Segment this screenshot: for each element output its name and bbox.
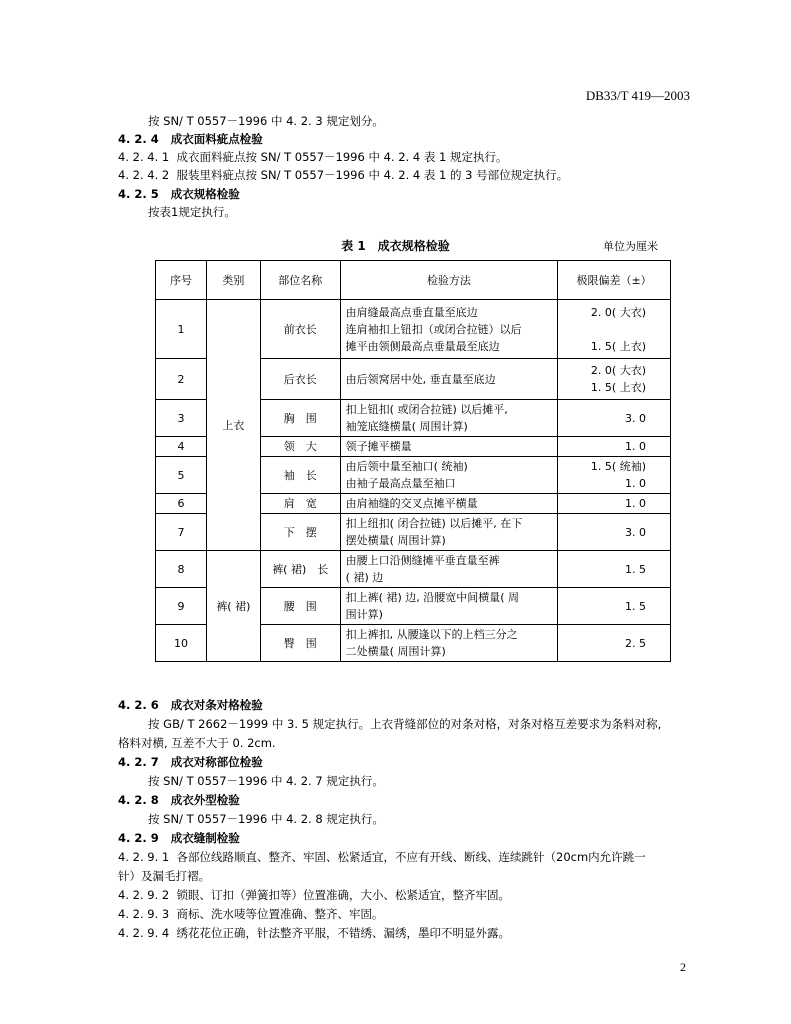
paragraph: 按 SN/ T 0557－1996 中 4. 2. 3 规定划分。 bbox=[148, 114, 384, 128]
table-caption: 表 1 成衣规格检验 bbox=[341, 239, 450, 253]
section-number: 4. 2. 9 bbox=[118, 831, 159, 845]
document-code: DB33/T 419—2003 bbox=[585, 88, 690, 103]
cell-no: 7 bbox=[156, 514, 207, 551]
cell-no: 6 bbox=[156, 494, 207, 514]
section-title: 成衣外型检验 bbox=[170, 793, 240, 807]
method-line: ( 裙) 边 bbox=[345, 571, 384, 584]
paragraph: 按 GB/ T 2662－1999 中 3. 5 规定执行。上衣背缝部位的对条对格，对条对格互差要求为条料对称, bbox=[148, 717, 662, 731]
table-row bbox=[156, 300, 671, 359]
method-line: 袖笼底缝横量( 周围计算) bbox=[345, 420, 468, 433]
cell-method: 由后领窝居中处, 垂直量至底边 bbox=[340, 359, 557, 400]
clause-number: 4. 2. 4. 2 bbox=[118, 168, 170, 182]
method-line: 扣上裤扣, 从腰逢以下的上档三分之 bbox=[345, 628, 518, 641]
page-number: 2 bbox=[680, 960, 686, 974]
section-number: 4. 2. 4 bbox=[118, 132, 159, 146]
cell-tolerance bbox=[558, 359, 671, 400]
cell-part: 前衣长 bbox=[260, 300, 340, 359]
clause bbox=[118, 906, 384, 922]
paragraph: 格料对横, 互差不大于 0. 2cm. bbox=[118, 736, 276, 750]
cell-tolerance: 1. 5 bbox=[558, 551, 671, 588]
cell-method bbox=[340, 514, 557, 551]
clause-text: 绣花花位正确，针法整齐平服，不错绣、漏绣，墨印不明显外露。 bbox=[176, 926, 511, 940]
cell-tolerance: 3. 0 bbox=[558, 514, 671, 551]
paragraph: 按 SN/ T 0557－1996 中 4. 2. 7 规定执行。 bbox=[148, 774, 384, 788]
table-header-row bbox=[156, 261, 671, 300]
header-method: 检验方法 bbox=[340, 261, 557, 300]
tolerance-line: 1. 0 bbox=[625, 477, 646, 490]
cell-tolerance: 3. 0 bbox=[558, 400, 671, 437]
cell-part: 腰 围 bbox=[260, 588, 340, 625]
table-row bbox=[156, 551, 671, 588]
cell-no: 8 bbox=[156, 551, 207, 588]
clause-text: 锁眼、订扣（弹簧扣等）位置准确，大小、松紧适宜，整齐牢固。 bbox=[176, 888, 511, 902]
cell-tolerance bbox=[558, 300, 671, 359]
header-tolerance: 极限偏差（±） bbox=[558, 261, 671, 300]
cell-part: 领 大 bbox=[260, 437, 340, 457]
section-heading bbox=[118, 754, 263, 770]
tolerance-line: 1. 5( 统袖) bbox=[590, 460, 646, 473]
cell-no: 4 bbox=[156, 437, 207, 457]
paragraph: 按表1规定执行。 bbox=[148, 205, 236, 219]
section-number: 4. 2. 6 bbox=[118, 698, 159, 712]
method-line: 由后领中量至袖口( 统袖) bbox=[345, 460, 468, 473]
cell-part: 下 摆 bbox=[260, 514, 340, 551]
section-heading bbox=[118, 186, 240, 202]
header-part: 部位名称 bbox=[260, 261, 340, 300]
tolerance-line: 2. 0( 大衣) bbox=[590, 305, 646, 319]
method-line: 摆处横量( 周围计算) bbox=[345, 534, 446, 547]
cell-method bbox=[340, 551, 557, 588]
clause bbox=[118, 925, 510, 941]
cell-tolerance bbox=[558, 457, 671, 494]
clause-number: 4. 2. 9. 4 bbox=[118, 926, 170, 940]
section-number: 4. 2. 7 bbox=[118, 755, 159, 769]
clause-number: 4. 2. 9. 3 bbox=[118, 907, 170, 921]
tolerance-line: 1. 5( 上衣) bbox=[590, 381, 646, 394]
section-heading bbox=[118, 131, 263, 147]
section-title: 成衣对条对格检验 bbox=[170, 698, 263, 712]
header-category: 类别 bbox=[206, 261, 260, 300]
cell-tolerance: 2. 5 bbox=[558, 625, 671, 662]
cell-part: 肩 宽 bbox=[260, 494, 340, 514]
cell-method bbox=[340, 588, 557, 625]
cell-category: 上衣 bbox=[206, 300, 260, 551]
section-number: 4. 2. 5 bbox=[118, 187, 159, 201]
method-line: 扣上裤( 裙) 边, 沿腰宽中间横量( 周 bbox=[345, 591, 520, 604]
method-line: 连肩袖扣上钮扣（或闭合拉链）以后 bbox=[345, 322, 522, 336]
cell-method: 由肩袖缝的交叉点摊平横量 bbox=[340, 494, 557, 514]
cell-no: 1 bbox=[156, 300, 207, 359]
cell-no: 5 bbox=[156, 457, 207, 494]
header-no: 序号 bbox=[156, 261, 207, 300]
clause bbox=[118, 149, 507, 165]
cell-no: 10 bbox=[156, 625, 207, 662]
section-heading bbox=[118, 697, 263, 713]
method-line: 围计算) bbox=[345, 608, 383, 621]
clause-text: 商标、洗水唛等位置准确、整齐、牢固。 bbox=[176, 907, 384, 921]
cell-part: 胸 围 bbox=[260, 400, 340, 437]
clause bbox=[118, 849, 646, 865]
cell-method bbox=[340, 457, 557, 494]
spec-table bbox=[155, 260, 671, 662]
clause-text: 服装里料疵点按 SN/ T 0557－1996 中 4. 2. 4 表 1 的 3 号部位规定执行。 bbox=[176, 168, 569, 182]
method-line: 由腰上口沿侧缝摊平垂直量至裤 bbox=[345, 554, 500, 567]
method-line: 二处横量( 周围计算) bbox=[345, 645, 446, 658]
method-line: 由袖子最高点量至袖口 bbox=[345, 477, 456, 490]
method-line: 摊平由领侧最高点垂量最至底边 bbox=[345, 339, 500, 353]
method-line: 扣上钮扣( 或闭合拉链) 以后摊平, bbox=[345, 403, 508, 416]
cell-no: 3 bbox=[156, 400, 207, 437]
tolerance-line: 1. 5( 上衣) bbox=[590, 339, 646, 353]
clause-number: 4. 2. 4. 1 bbox=[118, 150, 170, 164]
clause bbox=[118, 167, 568, 183]
cell-method bbox=[340, 300, 557, 359]
section-title: 成衣对称部位检验 bbox=[170, 755, 263, 769]
cell-tolerance: 1. 0 bbox=[558, 437, 671, 457]
cell-tolerance: 1. 5 bbox=[558, 588, 671, 625]
tolerance-line: 2. 0( 大衣) bbox=[590, 364, 646, 377]
paragraph: 按 SN/ T 0557－1996 中 4. 2. 8 规定执行。 bbox=[148, 812, 384, 826]
cell-part: 袖 长 bbox=[260, 457, 340, 494]
cell-part: 臀 围 bbox=[260, 625, 340, 662]
section-heading bbox=[118, 830, 240, 846]
section-number: 4. 2. 8 bbox=[118, 793, 159, 807]
cell-part: 裤( 裙) 长 bbox=[260, 551, 340, 588]
table-unit: 单位为厘米 bbox=[603, 240, 658, 253]
section-title: 成衣规格检验 bbox=[170, 187, 240, 201]
clause-text: 各部位线路顺直、整齐、牢固、松紧适宜，不应有开线、断线、连续跳针（20cm内允许跳一 bbox=[176, 850, 646, 864]
section-title: 成衣面料疵点检验 bbox=[170, 132, 263, 146]
cell-category: 裤( 裙) bbox=[206, 551, 260, 662]
clause bbox=[118, 887, 510, 903]
method-line: 扣上纽扣( 闭合拉链) 以后摊平, 在下 bbox=[345, 517, 523, 530]
section-heading bbox=[118, 792, 240, 808]
cell-tolerance: 1. 0 bbox=[558, 494, 671, 514]
cell-no: 9 bbox=[156, 588, 207, 625]
cell-part: 后衣长 bbox=[260, 359, 340, 400]
clause-continuation: 针）及漏毛打褶。 bbox=[118, 869, 210, 883]
section-title: 成衣缝制检验 bbox=[170, 831, 240, 845]
clause-number: 4. 2. 9. 1 bbox=[118, 850, 170, 864]
cell-method bbox=[340, 400, 557, 437]
cell-method bbox=[340, 625, 557, 662]
cell-method: 领子摊平横量 bbox=[340, 437, 557, 457]
clause-number: 4. 2. 9. 2 bbox=[118, 888, 170, 902]
method-line: 由肩缝最高点垂直量至底边 bbox=[345, 305, 478, 319]
cell-no: 2 bbox=[156, 359, 207, 400]
clause-text: 成衣面料疵点按 SN/ T 0557－1996 中 4. 2. 4 表 1 规定执行。 bbox=[176, 150, 508, 164]
